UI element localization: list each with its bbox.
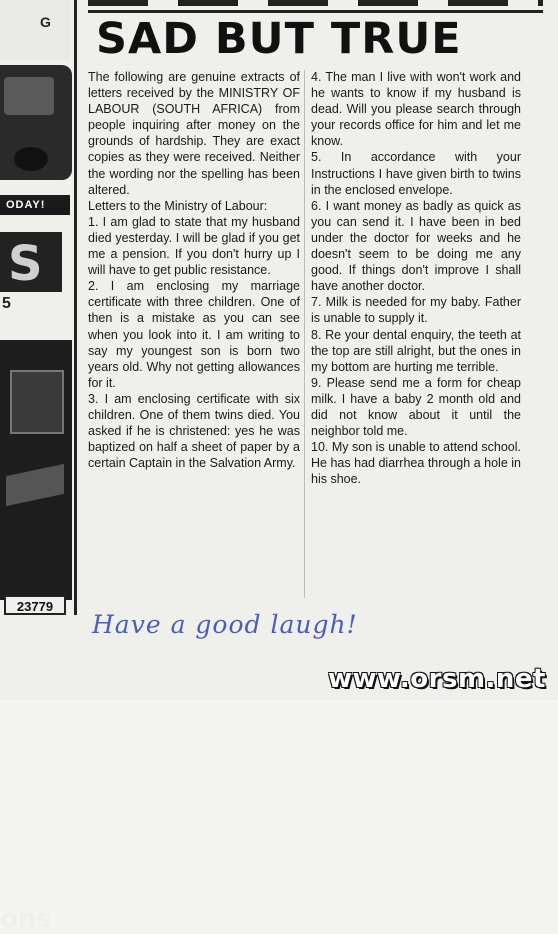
car-photo-fragment (0, 65, 72, 180)
fragment-photo-detail-2 (6, 464, 64, 506)
site-watermark: www.orsm.net (328, 664, 546, 694)
fragment-logo-box (0, 232, 62, 292)
fragment-logo-letter: S (8, 236, 43, 292)
fragment-banner: ODAY! (0, 195, 70, 215)
article-left-column (88, 69, 300, 471)
fragment-photo-detail (10, 370, 64, 434)
article-title: SAD BUT TRUE (96, 14, 462, 64)
letter-item: 2. I am enclosing my marriage certificate with three children. One of then is a mistake as you can see when you look into it. I am writing to say my youngest son is born two years old. Why not getting allowances for it. (88, 279, 300, 390)
letter-item: 9. Please send me a form for cheap milk. I have a baby 2 month old and did not know about it until the neighbor told me. (311, 375, 521, 439)
letter-item: 6. I want money as badly as quick as you can send it. I have been in bed under the doctor for weeks and he doesn't seem to be doing me any good. If things don't improve I shall have another doctor. (311, 198, 521, 294)
fragment-phone-number: 23779 (4, 595, 66, 615)
fragment-letter: G (40, 14, 51, 30)
car-wheel-shape (14, 147, 48, 171)
fragment-number: 5 (2, 295, 11, 312)
heading-top-bar (88, 0, 543, 6)
letter-item: 7. Milk is needed for my baby. Father is unable to supply it. (311, 295, 521, 326)
letter-item: 10. My son is unable to attend school. He has had diarrhea through a hole in his shoe. (311, 440, 521, 487)
vertical-rule (74, 0, 77, 615)
column-divider (304, 70, 305, 598)
article-right-column (311, 69, 521, 487)
letter-item: 3. I am enclosing certificate with six children. One of them twins died. You asked if he is christened: yes he was baptized on half a sheet of paper by a certain Captain in the Salvation Army. (88, 391, 300, 471)
fragment-top (0, 0, 70, 60)
letter-item: 1. I am glad to state that my husband died yesterday. I will be glad if you get me a pension. If you don't hurry up I will have to get public resistance. (88, 214, 300, 278)
article-intro: The following are genuine extracts of letters received by the MINISTRY OF LABOUR (SOUTH AFRICA) from people inquiring after money on the grounds of hardship. They are exact copies as they were received. Neither the wording nor the spelling has been altered. (88, 70, 300, 197)
letter-item: 4. The man I live with won't work and he wants to know if my husband is dead. Will you please search through your records office for him and let me know. (311, 70, 521, 149)
article-subheading: Letters to the Ministry of Labour: (88, 198, 268, 213)
fragment-word: ons (0, 904, 52, 934)
letter-item: 8. Re your dental enquiry, the teeth at the top are still alright, but the ones in my bottom are hurting me terrible. (311, 327, 521, 374)
letter-item: 5. In accordance with your Instructions I have given birth to twins in the enclosed envelope. (311, 150, 521, 197)
handwritten-note: Have a good laugh! (92, 610, 358, 639)
car-window-shape (4, 77, 54, 115)
